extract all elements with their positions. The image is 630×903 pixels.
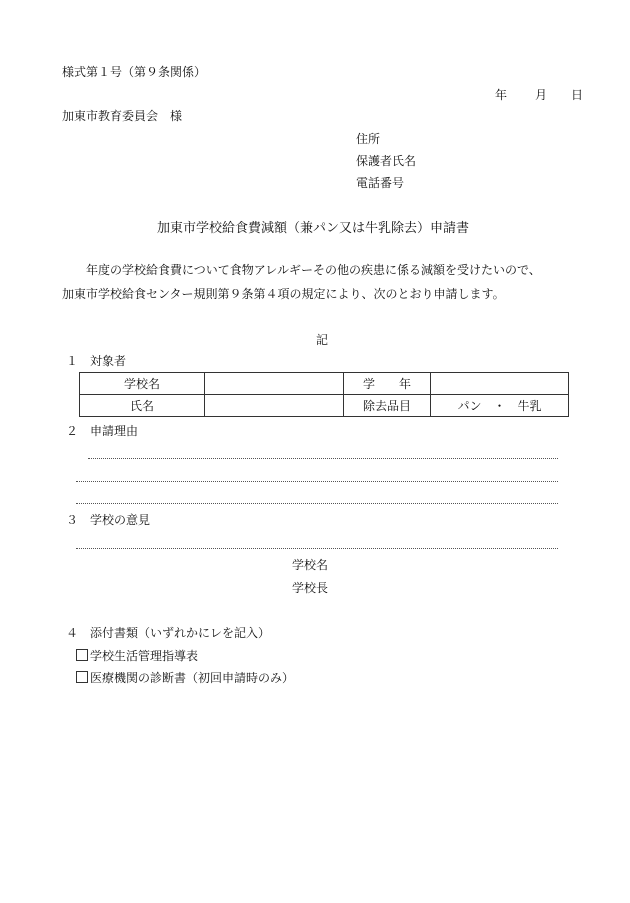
removed-item-label-cell: 除去品目 [344, 395, 431, 417]
ki-heading: 記 [316, 333, 329, 347]
grade-field[interactable] [431, 373, 569, 395]
table-row [80, 395, 569, 417]
addressee: 加東市教育委員会 様 [62, 109, 183, 123]
guardian-name-label: 保護者氏名 [356, 154, 417, 168]
student-name-field[interactable] [205, 395, 344, 417]
reason-line-3[interactable] [76, 503, 558, 504]
opinion-line[interactable] [76, 548, 558, 549]
date-month: 月 [535, 88, 548, 102]
document-title: 加東市学校給食費減額（兼パン又は牛乳除去）申請書 [157, 221, 470, 236]
table-row [80, 373, 569, 395]
address-label: 住所 [356, 132, 381, 146]
body-line-1: 年度の学校給食費について食物アレルギーその他の疾患に係る減額を受けたいので、 [86, 263, 541, 277]
date-day: 日 [571, 88, 584, 102]
section2-label: ２ 申請理由 [66, 424, 139, 438]
checkbox-icon[interactable] [76, 649, 88, 661]
section4-label: ４ 添付書類（いずれかにレを記入） [66, 626, 271, 640]
attachment-option-1[interactable] [76, 649, 198, 662]
form-number: 様式第１号（第９条関係） [62, 65, 207, 79]
body-line-2: 加東市学校給食センター規則第９条第４項の規定により、次のとおり申請します。 [62, 287, 505, 301]
section3-label: ３ 学校の意見 [66, 513, 151, 527]
reason-line-1[interactable] [88, 458, 558, 459]
principal-sign-label: 学校長 [292, 581, 329, 595]
school-name-field[interactable] [205, 373, 344, 395]
attachment-option-2-label: 医療機関の診断書（初回申請時のみ） [90, 671, 295, 685]
reason-line-2[interactable] [76, 481, 558, 482]
date-year: 年 [495, 88, 508, 102]
removed-item-options[interactable]: パン ・ 牛乳 [431, 395, 569, 417]
phone-label: 電話番号 [356, 176, 405, 190]
section1-label: １ 対象者 [66, 354, 127, 368]
attachment-option-1-label: 学校生活管理指導表 [90, 649, 199, 663]
attachment-option-2[interactable] [76, 671, 294, 684]
name-label-cell: 氏名 [80, 395, 205, 417]
school-name-sign-label: 学校名 [292, 558, 329, 572]
school-label-cell: 学校名 [80, 373, 205, 395]
body-paragraph [62, 258, 582, 306]
checkbox-icon[interactable] [76, 671, 88, 683]
grade-label-cell: 学 年 [344, 373, 431, 395]
target-person-table [79, 372, 569, 417]
